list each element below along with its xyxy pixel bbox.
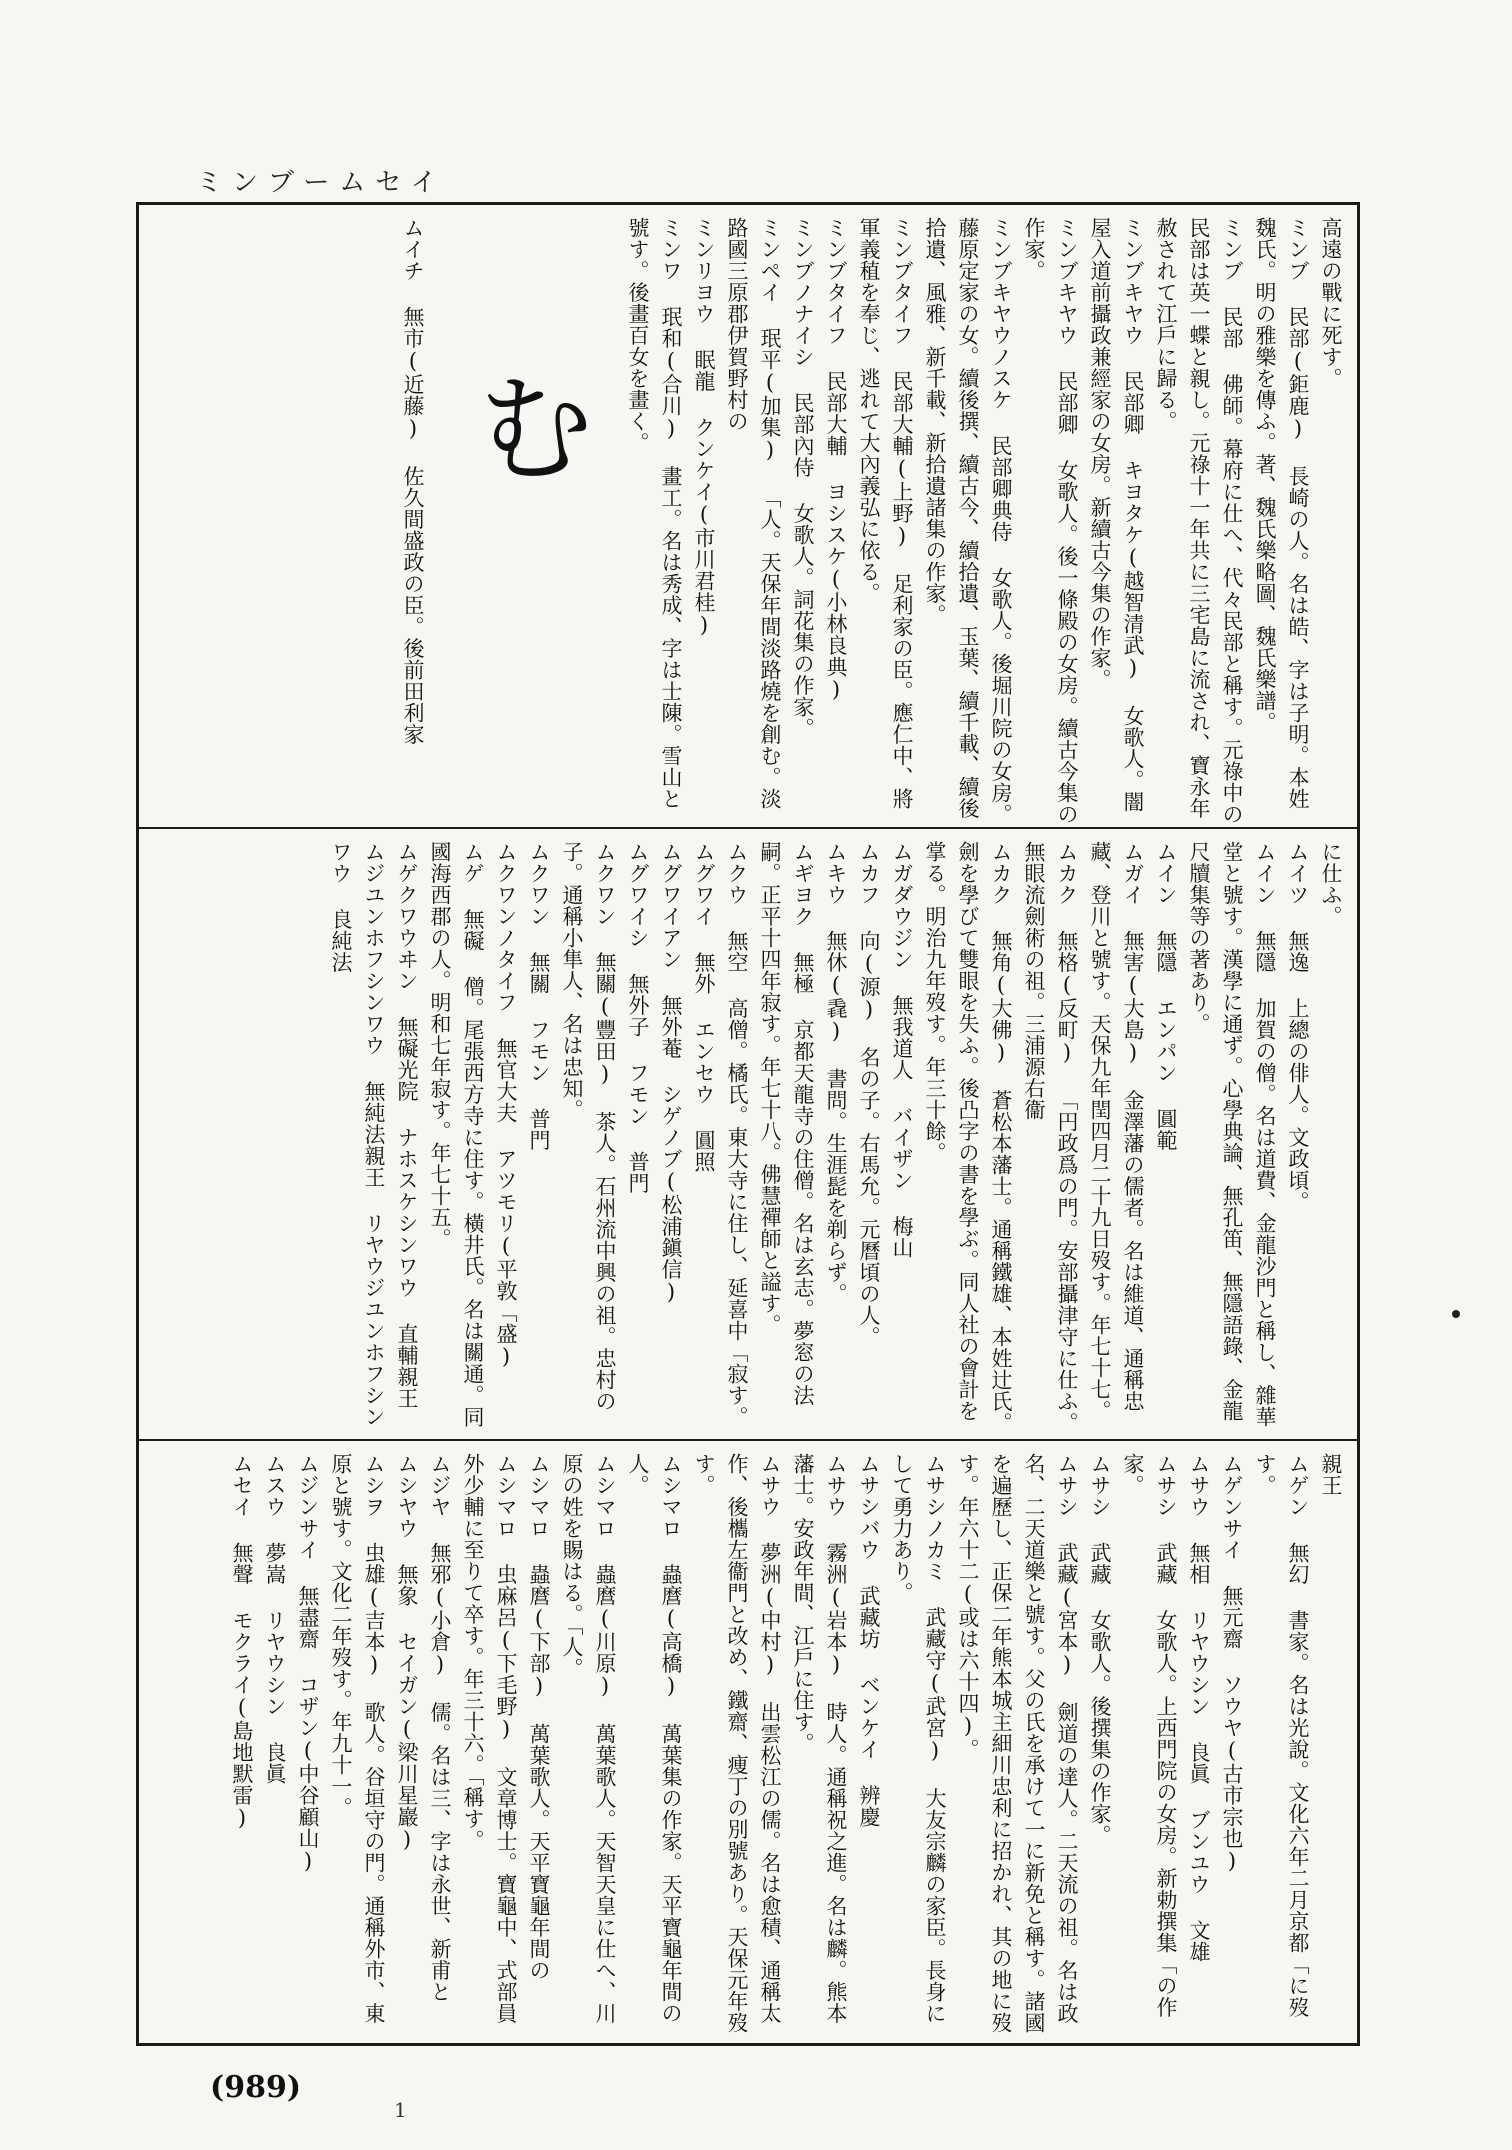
dictionary-entry: 高遠の戰に死す。 — [1319, 217, 1343, 389]
dictionary-entry: ムシヲ 虫雄(吉本) 歌人。谷垣守の門。通稱外市、東原と號す。文化二年歿す。年九十一。 — [329, 1453, 386, 2024]
dictionary-entry: ムガダウジン 無我道人 バイザン 梅山 — [890, 841, 914, 1259]
dictionary-entry: ミンリヨウ 眠龍 クンケイ(市川君桂) — [692, 217, 716, 638]
dictionary-entry: ムサシノカミ 武藏守(武宮) 大友宗麟の家臣。長身にして勇力あり。 — [890, 1453, 947, 2024]
dictionary-entry: ムシマロ 虫麻呂(下毛野) 文章博士。寶龜中、式部員外少輔に至りて卒す。年三十六。「稱す。 — [461, 1453, 518, 2024]
stray-mark: 1 — [394, 2098, 407, 2122]
dictionary-entry: ミンブキヤウ 民部卿 女歌人。後一條殿の女房。續古今集の作家。 — [1022, 217, 1079, 825]
dictionary-entry: ムイン 無隱 加賀の僧。名は道費、金龍沙門と稱し、雜華堂と號す。漢學に通ず。心學典論、無孔笛、無隱語錄、金龍尺牘集等の著あり。 — [1187, 841, 1277, 1428]
dictionary-entry: ムサシ 武藏 女歌人。上西門院の女房。新勅撰集「の作家。 — [1121, 1453, 1178, 2018]
entry-band-top — [139, 205, 1357, 827]
dictionary-entry: ミンブタイフ 民部大輔 ヨシスケ(小林良典) — [824, 217, 848, 702]
dictionary-entry: ムゲクワウヰン 無礙光院 ナホスケシンワウ 直輔親王 — [395, 841, 419, 1409]
dictionary-entry: ミンブノナイシ 民部內侍 女歌人。詞花集の作家。 — [791, 217, 815, 739]
dictionary-entry: ムシマロ 蟲麿(川原) 萬葉歌人。天智天皇に仕へ、川原の姓を賜はる。「人。 — [560, 1453, 617, 2024]
dictionary-entry: ムサシ 武藏(宮本) 劍道の達人。二天流の祖。名は政名、二天道樂と號す。父の氏を承けて一に新免と稱す。諸國を遍歷し、正保二年熊本城主細川忠利に招かれ、其の地に歿す。年六十二(或は六十四)。 — [956, 1453, 1079, 2034]
dictionary-entry: ムサウ 夢洲(中村) 出雲松江の儒。名は愈積、通稱太作、後欈左衞門と改め、鐵齋、痩丁の別號あり。天保元年歿す。 — [692, 1453, 782, 2034]
dictionary-entry: ムジヤ 無邪(小倉) 儒。名は三、字は永世、新甫と — [428, 1453, 452, 2003]
entry-band-middle — [139, 827, 1357, 1439]
dictionary-entry: ミンブ 民部 佛師。幕府に仕へ、代々民部と稱す。元祿中の民部は英一蝶と親し。元祿十一年共に三宅島に流され、寶永年赦されて江戶に歸る。 — [1154, 217, 1244, 825]
dictionary-entry: ムクウ 無空 高僧。橘氏。東大寺に住し、延喜中「寂す。 — [725, 841, 749, 1428]
dictionary-entry: ムシヤウ 無象 セイガン(梁川星巖) — [395, 1453, 419, 1852]
dictionary-entry: ムサシ 武藏 女歌人。後撰集の作家。 — [1088, 1453, 1112, 1846]
dictionary-entry: ムグワイシ 無外子 フモン 普門 — [626, 841, 650, 1194]
dictionary-entry: ムゲ 無礙 僧。尾張西方寺に住す。橫井氏。名は關通。同國海西郡の人。明和七年寂す。年七十五。 — [428, 841, 485, 1428]
page-number: (989) — [210, 2070, 302, 2105]
dictionary-entry: ムイツ 無逸 上總の俳人。文政頃。 — [1286, 841, 1310, 1213]
dictionary-entry: ムキウ 無休(毳) 書問。生涯髭を剃らず。 — [824, 841, 848, 1305]
dictionary-entry: ムクワンノタイフ 無官大夫 アツモリ(平敦「盛) — [494, 841, 518, 1369]
dictionary-entry: ミンブタイフ 民部大輔(上野) 足利家の臣。應仁中、將軍義稙を奉じ、逃れて大內義弘に依る。 — [857, 217, 914, 810]
dictionary-entry: ムギヨク 無極 京都天龍寺の住僧。名は玄志。夢窓の法嗣。正平十四年寂す。年七十八。佛慧禪師と謚す。 — [758, 841, 815, 1406]
dictionary-entry: ムシマロ 蟲麿(下部) 萬葉歌人。天平寶龜年間の — [527, 1453, 551, 1981]
dictionary-entry: ムクワン 無關(豐田) 茶人。石州流中興の祖。忠村の子。通稱小隼人、名は忠知。 — [560, 841, 617, 1412]
dictionary-entry: ムゲンサイ 無元齋 ソウヤ(古市宗也) — [1220, 1453, 1244, 1874]
dictionary-entry: ムクワン 無關 フモン 普門 — [527, 841, 551, 1151]
dictionary-entry: ムグワイアン 無外菴 シゲノブ(松浦鎭信) — [659, 841, 683, 1305]
margin-dot — [1452, 1310, 1460, 1318]
dictionary-entry: ムシマロ 蟲麿(高橋) 萬葉集の作家。天平寶龜年間の人。 — [626, 1453, 683, 2024]
dictionary-entry: ミンペイ 珉平(加集) 「人。天保年間淡路燒を創む。淡路國三原郡伊賀野村の — [725, 217, 782, 810]
dictionary-entry: ムゲン 無幻 書家。名は光說。文化六年二月京都「に歿す。 — [1253, 1453, 1310, 2018]
dictionary-entry: ムイン 無隱 エンパン 圓範 — [1154, 841, 1178, 1151]
dictionary-entry: ムグワイ 無外 エンセウ 圓照 — [692, 841, 716, 1173]
dictionary-entry: ミンブキヤウ 民部卿 キヨタケ(越智清武) 女歌人。闇屋入道前攝政兼經家の女房。新續古今集の作家。 — [1088, 217, 1145, 813]
dictionary-entry: ミンワ 珉和(合川) 畫工。名は秀成、字は士陳。雪山と號す。後畫百女を畫く。 — [626, 217, 683, 810]
dictionary-entry: ムサウ 霧洲(岩本) 時人。通稱祝之進。名は麟。熊本藩士。安政年間、江戶に住す。 — [791, 1453, 848, 2024]
dictionary-entry: ムカク 無角(大佛) 蒼松本藩士。通稱鐵雄、本姓辻氏。劍を學びて雙眼を失ふ。後凸字の書を學ぶ。同人社の會計を掌る。明治九年歿す。年三十餘。 — [923, 841, 1013, 1434]
section-kana: む — [456, 365, 595, 485]
dictionary-entry: ミンブキヤウノスケ 民部卿典侍 女歌人。後堀川院の女房。藤原定家の女。續後撰、續古今、續拾遺、玉葉、續千載、續後拾遺、風雅、新千載、新拾遺諸集の作家。 — [923, 217, 1013, 825]
dictionary-entry: ムカフ 向(源) 名の子。右馬允。元曆頃の人。 — [857, 841, 881, 1348]
dictionary-entry: に仕ふ。 — [1319, 841, 1343, 927]
dictionary-entry: ムガイ 無害(大島) 金澤藩の儒者。名は維道、通稱忠藏、登川と號す。天保九年閏四月二十九日歿す。年七十七。 — [1088, 841, 1145, 1422]
dictionary-entry: ムイチ 無市(近藤) 佐久間盛政の臣。後前田利家 — [401, 217, 425, 745]
dictionary-entry: ムセイ 無聲 モクライ(島地默雷) — [230, 1453, 254, 1831]
dictionary-frame — [136, 202, 1360, 2046]
dictionary-entry: ムカク 無格(反町) 「円政爲の門。安部攝津守に仕ふ。無眼流劍術の祖。三浦源右衞 — [1022, 841, 1079, 1434]
dictionary-entry: ミンブ 民部(鉅鹿) 長崎の人。名は皓、字は子明。本姓魏氏。明の雅樂を傳ふ。著、魏氏樂略圖、魏氏樂譜。 — [1253, 217, 1310, 810]
dictionary-entry: ムジンサイ 無盡齋 コザン(中谷顧山) — [296, 1453, 320, 1874]
dictionary-entry: 親王 — [1319, 1453, 1343, 1496]
dictionary-entry: ムジユンホフシンワウ 無純法親王 リヤウジユンホフシンワウ 良純法 — [329, 841, 386, 1428]
dictionary-entry: ムスウ 夢嵩 リヤウシン 良眞 — [263, 1453, 287, 1785]
dictionary-entry: ムサウ 無相 リヤウシン 良眞 ブンユウ 文雄 — [1187, 1453, 1211, 1963]
entry-band-bottom — [139, 1439, 1357, 2045]
running-head: ミンブームセイ — [196, 168, 447, 198]
dictionary-entry: ムサシバウ 武藏坊 ベンケイ 辨慶 — [857, 1453, 881, 1828]
